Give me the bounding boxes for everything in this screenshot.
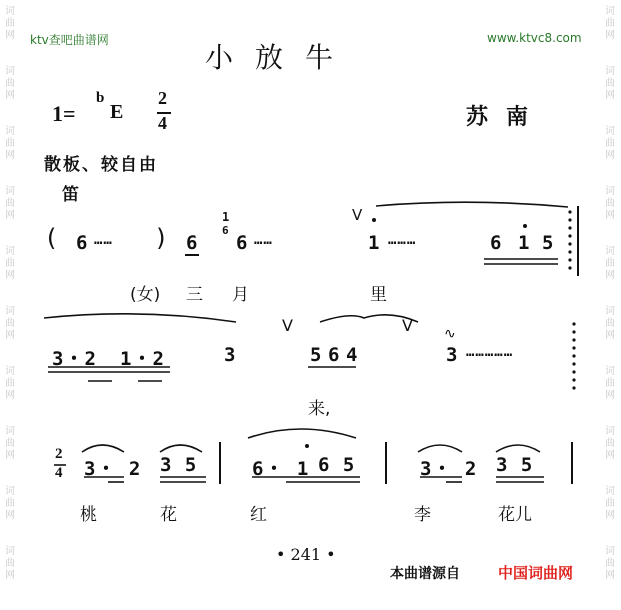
source-site-link[interactable]: 中国词曲网: [498, 564, 574, 582]
time-signature-top: 2: [158, 88, 167, 108]
measure-1-b: 3 5: [160, 454, 198, 476]
high-dot-2: [523, 224, 527, 228]
high-dot-1: [372, 218, 376, 222]
measure-2-b: 6 5: [318, 454, 356, 476]
note-5-a: 5: [542, 232, 555, 254]
mordent-sign: ∿: [444, 326, 456, 342]
measure-2-a: 6・ 1: [252, 458, 310, 480]
region-label: 苏南: [466, 105, 547, 130]
lyric-voice-label: (女): [130, 285, 161, 305]
fermata-dots-c: ………: [388, 232, 417, 248]
lyric-hong: 红: [250, 505, 267, 525]
note-6-d: 6: [490, 232, 503, 254]
right-watermark: 词曲网 词曲网 词曲网 词曲网 词曲网 词曲网 词曲网 词曲网 词曲网 词曲网: [605, 6, 615, 581]
note-group-1: 3・2: [52, 348, 97, 370]
lyric-li-plum: 李: [414, 505, 431, 525]
note-4: 4: [346, 344, 359, 366]
time-sig-top-2: 2: [55, 446, 63, 462]
song-title: 小放牛: [205, 41, 356, 74]
left-watermark: 词曲网 词曲网 词曲网 词曲网 词曲网 词曲网 词曲网 词曲网 词曲网 词曲网: [5, 6, 15, 581]
breath-mark-3: V: [402, 316, 413, 335]
site-right-label: www.ktvc8.com: [487, 31, 582, 45]
paren-open: (: [44, 224, 60, 252]
lyric-hua: 花: [160, 505, 177, 525]
note-6-e: 6: [328, 344, 341, 366]
grace-note-top: 1: [222, 210, 230, 224]
note-6-b-underline: [185, 254, 199, 256]
measure-3-a: 3・ 2: [420, 458, 478, 480]
tempo-marking: 散板、较自由: [44, 155, 158, 175]
note-3-b: 3: [446, 344, 459, 366]
note-group-2: 1・2: [120, 348, 165, 370]
key-note: E: [110, 101, 124, 123]
lyric-huaer: 花儿: [498, 505, 532, 525]
lyric-yue: 月: [232, 285, 249, 305]
fermata-dots-b: ……: [254, 232, 273, 248]
time-sig-bottom-2: 4: [55, 465, 63, 481]
note-6-c: 6: [236, 232, 249, 254]
measure-3-b: 3 5: [496, 454, 534, 476]
flat-sign: b: [96, 90, 105, 106]
grace-note-small: 6: [222, 224, 229, 237]
key-one-equals: 1=: [52, 101, 76, 126]
high-dot-3: [305, 444, 309, 448]
note-6-a: 6: [76, 232, 89, 254]
lyric-lai: 来,: [308, 399, 331, 419]
fermata-dots-d: ……………: [466, 344, 514, 360]
lyric-li: 里: [370, 285, 387, 305]
note-3-a: 3: [224, 344, 237, 366]
instrument-label: 笛: [62, 185, 79, 205]
lyric-san: 三: [186, 285, 203, 305]
site-left-label: ktv查吧曲谱网: [30, 33, 109, 47]
note-5-b: 5: [310, 344, 323, 366]
lyric-tao: 桃: [80, 505, 97, 525]
breath-mark-2: V: [282, 316, 293, 335]
page-number: • 241 •: [276, 545, 336, 564]
note-1-high: 1: [368, 232, 381, 254]
note-6-b: 6: [186, 232, 199, 254]
measure-1-a: 3・ 2: [84, 458, 142, 480]
fermata-dots-a: ……: [94, 232, 113, 248]
note-1-mid: 1: [518, 232, 531, 254]
source-label: 本曲谱源自: [390, 566, 460, 582]
breath-mark-1: V: [352, 206, 363, 224]
paren-close: ): [154, 224, 170, 252]
time-signature-bottom: 4: [158, 113, 167, 133]
